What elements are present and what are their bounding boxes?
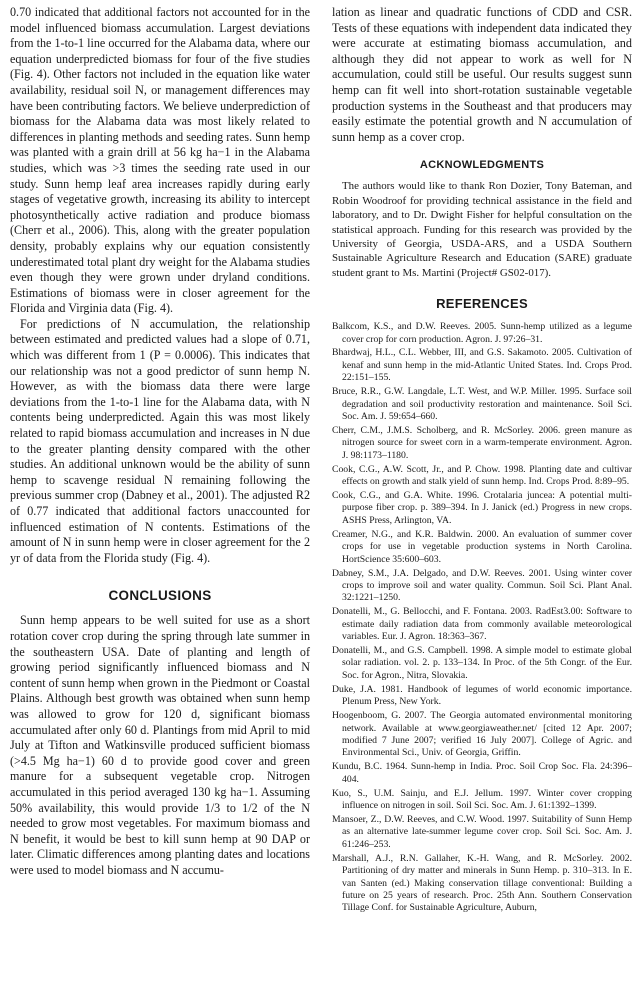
reference-entry: Dabney, S.M., J.A. Delgado, and D.W. Reeves. 2001. Using winter cover crops to improve soil and water quality. Commun. Soil Sci. Plant Anal. 32:1221–1250. <box>332 567 632 604</box>
reference-entry: Mansoer, Z., D.W. Reeves, and C.W. Wood. 1997. Suitability of Sunn Hemp as an alternative late-summer legume cover crop. Soil Sci. Soc. Am. J. 61:246–253. <box>332 813 632 850</box>
reference-entry: Cook, C.G., and G.A. White. 1996. Crotalaria juncea: A potential multi-purpose fiber crop. p. 389–394. In J. Janick (ed.) Progress in new crops. ASHS Press, Arlington, VA. <box>332 490 632 526</box>
reference-entry: Kundu, B.C. 1964. Sunn-hemp in India. Proc. Soil Crop Soc. Fla. 24:396–404. <box>332 761 632 785</box>
reference-entry: Marshall, A.J., R.N. Gallaher, K.-H. Wang, and R. McSorley. 2002. Partitioning of dry matter and minerals in Sunn Hemp. p. 310–313. In E. van Santen (ed.) Making conservation tillage conventional: Building a future on 25 years of research. Proc. 25th Ann. Southern Conservation Tillage Conf. for Sustainable Agriculture, Auburn, <box>332 852 632 914</box>
reference-entry: Donatelli, M., and G.S. Campbell. 1998. A simple model to estimate global solar radiation. vol. 2. p. 133–134. In Proc. of the 5th Congr. of the Eur. Soc. for Agron., Nitra, Slovakia. <box>332 645 632 681</box>
reference-entry: Creamer, N.G., and K.R. Baldwin. 2000. An evaluation of summer cover crops for use in vegetable production systems in North Carolina. HortScience 35:600–603. <box>332 528 632 565</box>
conclusions-continued-paragraph: lation as linear and quadratic functions of CDD and CSR. Tests of these equations with independent data indicated they were accurate at estimating biomass accumulation, and although they did not appear to work as well for N accumulation, could still be useful. Our results suggest sunn hemp can fit well into short-rotation sustainable vegetable production systems in the Southeast and that producers may easily estimate the potential growth and N accumulation of sunn hemp as a cover crop. <box>332 5 632 144</box>
right-column <box>332 5 632 915</box>
references-heading: REFERENCES <box>436 296 528 312</box>
reference-entry: Balkcom, K.S., and D.W. Reeves. 2005. Sunn-hemp utilized as a legume cover crop for corn production. Agron. J. 97:26–31. <box>332 321 632 345</box>
acknowledgments-heading: ACKNOWLEDGMENTS <box>419 159 545 172</box>
reference-entry: Donatelli, M., G. Bellocchi, and F. Fontana. 2003. RadEst3.00: Software to estimate daily radiation data from commonly available meteorological variables. Eur. J. Agron. 18:363–367. <box>332 606 632 643</box>
references-list <box>332 321 632 915</box>
reference-entry: Hoogenboom, G. 2007. The Georgia automated environmental monitoring network. Available at www.georgiaweather.net/ [cited 12 Apr. 2007; modified 7 June 2007; verified 16 July 2007]. College of Agric. and Environmental Sci., Univ. of Georgia, Griffin. <box>332 710 632 759</box>
reference-entry: Cook, C.G., A.W. Scott, Jr., and P. Chow. 1998. Planting date and cultivar effects on growth and stalk yield of sunn hemp. Ind. Crops Prod. 8:89–95. <box>332 463 632 488</box>
conclusions-heading: CONCLUSIONS <box>108 588 212 604</box>
reference-entry: Kuo, S., U.M. Sainju, and E.J. Jellum. 1997. Winter cover cropping influence on nitrogen in soil. Soil Sci. Soc. Am. J. 61:1392–1399. <box>332 787 632 812</box>
reference-entry: Bruce, R.R., G.W. Langdale, L.T. West, and W.P. Miller. 1995. Surface soil degradation and soil productivity restoration and maintenance. Soil Sci. Soc. Am. J. 59:654–660. <box>332 386 632 423</box>
left-column <box>10 5 310 878</box>
results-paragraph-nitrogen: For predictions of N accumulation, the relationship between estimated and predicted values had a slope of 0.71, which was different from 1 (P = 0.0006). This indicates that our relationship was not a good predictor of sunn hemp N. However, as with the biomass data there were large deviations from the 1-to-1 line for the Alabama data, with N contents being underpredicted. Again this was most likely related to rapid biomass accumulation and increases in N due to the greater planting density compared with the other studies. An additional unknown would be the ability of sunn hemp to scavenge residual N remaining following the previous summer crop (Dabney et al., 2001). The adjusted R2 of 0.77 indicated that additional factors unaccounted for influenced estimation of N contents. Estimations of the amount of N in sunn hemp were in closer agreement for the 2 yr of data from the Florida study (Fig. 4). <box>10 316 310 565</box>
conclusions-paragraph: Sunn hemp appears to be well suited for use as a short rotation cover crop during the spring through late summer in the southeastern USA. Date of planting and length of growing period significantly influenced biomass and N content of sunn hemp when grown in the Piedmont or Coastal Plains. Although best growth was obtained when sunn hemp was allowed to grow for 120 d, significant biomass accumulated after only 60 d. Plantings from mid April to mid July at Tifton and Watkinsville produced sufficient biomass (>4.5 Mg ha−1) 60 d to provide good cover and green manure for a subsequent vegetable crop. Nitrogen accumulated in this period averaged 130 kg ha−1. Assuming 50% availability, this would provide 1/3 to 1/2 of the N needed to grow most vegetables. For maximum biomass and N benefit, it would be best to kill sunn hemp at 90 DAP or later. Climatic differences among planting dates and locations were used to model biomass and N accumu- <box>10 613 310 877</box>
results-paragraph-biomass: 0.70 indicated that additional factors not accounted for in the model influenced biomass accumulation. Largest deviations from the 1-to-1 line occurred for the Alabama data, where our equation underpredicted biomass for four of the five studies (Fig. 4). Other factors not included in the equation like water availability, residual soil N, or management differences may have been contributing factors. We believe underprediction of biomass for the Alabama data was most likely related to differences in planting methods and seeding rates. Sunn hemp was planted with a grain drill at 56 kg ha−1 in the Alabama studies, which was >3 times the seeding rate used in our study. Sunn hemp leaf area increases rapidly during early stages of vegetative growth, increasing its ability to intercept photosynthetically active radiation and produce biomass (Cherr et al., 2006). This, along with the greater population density, probably explains why our equation consistently underestimated total plant dry weight for the Alabama studies even though they were grown under dryland conditions. Estimations of biomass were in closer agreement for the Florida and Virginia data (Fig. 4). <box>10 5 310 316</box>
reference-entry: Duke, J.A. 1981. Handbook of legumes of world economic importance. Plenum Press, New York. <box>332 683 632 708</box>
reference-entry: Cherr, C.M., J.M.S. Scholberg, and R. McSorley. 2006. green manure as nitrogen source for sweet corn in a warm-temperate environment. Agron. J. 98:1173–1180. <box>332 424 632 461</box>
acknowledgments-paragraph: The authors would like to thank Ron Dozier, Tony Bateman, and Robin Woodroof for providing technical assistance in the field and laboratory, and to Dr. Dwight Fisher for helpful consultation on the statistical approach. Funding for this research was provided by the University of Georgia, USDA-ARS, and a USDA Southern Sustainable Agriculture Research and Education (SARE) graduate student grant to Ms. Martini (Project# GS02-017). <box>332 180 632 279</box>
reference-entry: Bhardwaj, H.L., C.L. Webber, III, and G.S. Sakamoto. 2005. Cultivation of kenaf and sunn hemp in the mid-Atlantic United States. Ind. Crops Prod. 22:151–155. <box>332 347 632 384</box>
